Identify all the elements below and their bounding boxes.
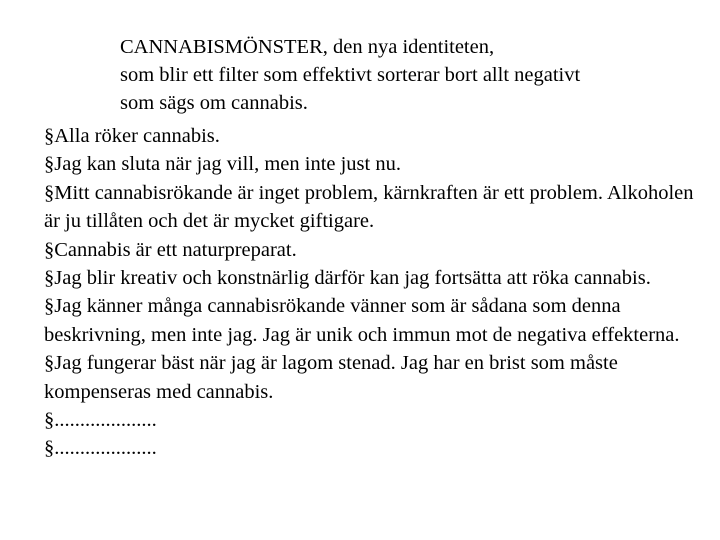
section-sign-icon: §	[44, 267, 55, 290]
section-sign-icon: §	[44, 352, 55, 375]
intro-text	[120, 33, 710, 117]
bullet-text: Jag känner många cannabisrökande vänner som är sådana som denna beskrivning, men inte jag. Jag är unik och immun mot de negativa effekterna.	[44, 295, 680, 346]
bullet-text: Jag fungerar bäst när jag är lagom stenad. Jag har en brist som måste kompenseras med cannabis.	[44, 352, 618, 403]
section-sign-icon: §	[44, 238, 55, 261]
bullet-item	[44, 434, 710, 462]
bullet-text: ....................	[54, 409, 157, 432]
bullet-text: ....................	[54, 437, 157, 460]
bullet-text: Jag blir kreativ och konstnärlig därför kan jag fortsätta att röka cannabis.	[54, 267, 651, 290]
bullet-item	[44, 406, 710, 434]
intro-heading: CANNABISMÖNSTER	[120, 36, 323, 58]
bullet-text: Mitt cannabisrökande är inget problem, kärnkraften är ett problem. Alkoholen är ju tillåten och det är mycket giftigare.	[44, 181, 694, 233]
bullet-text: Jag kan sluta när jag vill, men inte just nu.	[54, 153, 401, 176]
bullet-text: Cannabis är ett naturpreparat.	[54, 238, 297, 261]
bullet-item	[44, 236, 710, 264]
intro-description: , den nya identiteten, som blir ett filter som effektivt sorterar bort allt negativt som sägs om cannabis.	[120, 36, 581, 114]
section-sign-icon: §	[44, 409, 55, 432]
section-sign-icon: §	[44, 153, 55, 176]
section-sign-icon: §	[44, 125, 55, 147]
section-sign-icon: §	[44, 295, 55, 318]
bullet-list	[44, 122, 710, 463]
bullet-item	[44, 292, 710, 349]
bullet-item	[44, 122, 710, 150]
section-sign-icon: §	[44, 181, 55, 204]
bullet-text: Alla röker cannabis.	[54, 125, 220, 147]
bullet-item	[44, 349, 710, 406]
section-sign-icon: §	[44, 437, 55, 460]
bullet-item	[44, 150, 710, 178]
bullet-item	[44, 264, 710, 292]
bullet-item	[44, 179, 710, 236]
